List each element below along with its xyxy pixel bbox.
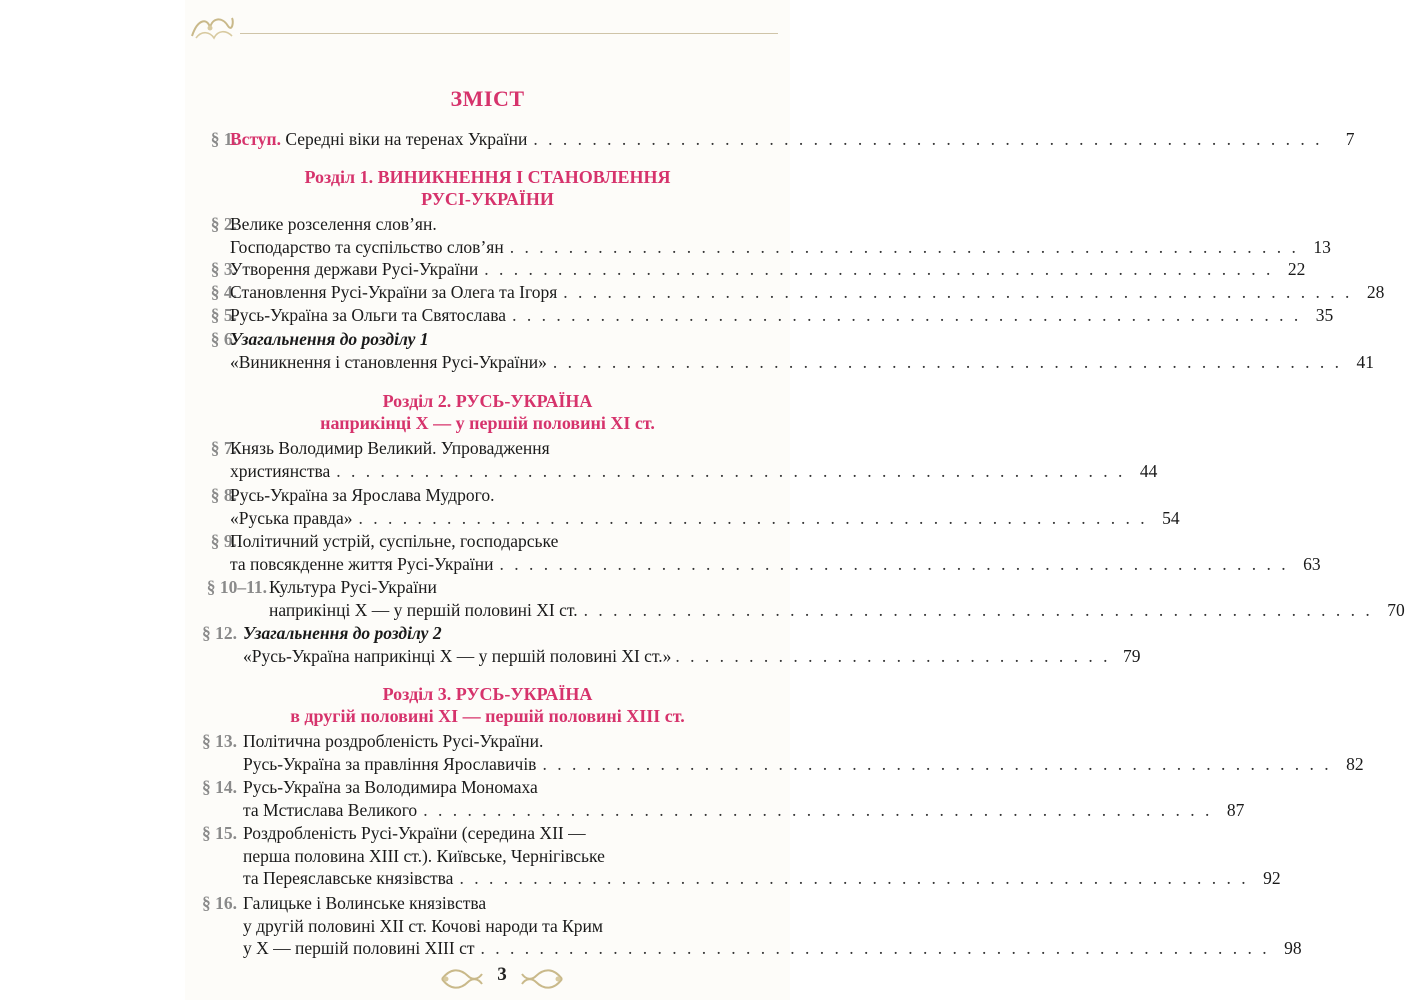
toc-entry-16[interactable] (185, 892, 1302, 960)
toc-entry-text: Князь Володимир Великий. Упровадження (230, 438, 550, 458)
section-heading-2: Розділ 2. РУСЬ-УКРАЇНА наприкінці Х — у першій половині ХІ ст. (320, 391, 655, 433)
toc-entry-text: Роздробленість Русі-України (середина ХІІ — (243, 823, 586, 843)
toc-entry-5[interactable] (185, 304, 1334, 327)
dot-leader: . . . . . . . . . . . . . . . . . . . . . . . . . . . . . . . . . . . . . . . . . . . . . . . . . . . . . . (563, 282, 1353, 302)
toc-entry-text: Середні віки на теренах України (285, 129, 528, 149)
toc-entry-text: Культура Русі-України (269, 577, 437, 597)
intro-label: Вступ. (230, 129, 282, 149)
toc-entry-4[interactable] (185, 281, 1385, 304)
toc-entry-number: § 8. (210, 485, 237, 505)
page-title: ЗМІСТ (450, 86, 525, 111)
dot-leader: . . . . . . . . . . . . . . . . . . . . . . . . . . . . . . . . . . . . . . . . . . . . . . . . . . . . . . (512, 305, 1302, 325)
toc-entry-text: «Виникнення і становлення Русі-України» (230, 351, 547, 372)
toc-entry-9[interactable] (185, 530, 1321, 575)
toc-entry-text: та Мстислава Великого (243, 799, 418, 820)
toc-entry-7[interactable] (185, 437, 1158, 482)
toc-entry-page: 79 (1123, 645, 1141, 666)
toc-entry-1[interactable] (185, 128, 1355, 151)
toc-entry-page: 44 (1139, 460, 1158, 481)
toc-entry-15[interactable] (185, 822, 1281, 890)
page-number: 3 (497, 964, 507, 985)
toc-entry-text: перша половина ХІІІ ст.). Київське, Чернігівське (243, 845, 605, 866)
dot-leader: . . . . . . . . . . . . . . . . . . . . . . . . . . . . . . . . . . . . . . . . . . . . . . . . . . . . . . (358, 507, 1148, 528)
toc-entry-text: Узагальнення до розділу 2 (243, 623, 442, 643)
toc-entry-text: Господарство та суспільство слов’ян (230, 236, 504, 257)
toc-entry-page: 98 (1284, 938, 1302, 958)
toc-entry-page: 7 (1345, 129, 1355, 149)
toc-entry-number: § 3. (210, 259, 237, 279)
toc-entry-text: Утворення держави Русі-України (230, 259, 479, 279)
toc-entry-number: § 7. (210, 438, 237, 458)
toc-entry-text: наприкінці Х — у першій половині ХІ ст. (269, 599, 578, 620)
dot-leader: . . . . . . . . . . . . . . . . . . . . . . . . . . . . . . . . . . . . . . . . . . . . . . . . . . . . . . (336, 460, 1126, 481)
dot-leader: . . . . . . . . . . . . . . . . . . . . . . . . . . . . . . . . . . . . . . . . . . . . . . . . . . . . . . (423, 799, 1213, 820)
toc-entry-number: § 16. (202, 893, 237, 913)
toc-entry-6[interactable] (185, 328, 1375, 373)
toc-entry-number: § 6. (210, 329, 237, 349)
toc-entry-number: § 5. (210, 305, 237, 325)
toc-entry-2[interactable] (185, 213, 1331, 258)
toc-entry-number: § 15. (202, 823, 237, 843)
toc-entry-page: 82 (1346, 753, 1364, 774)
toc-entry-page: 28 (1366, 282, 1385, 302)
section-heading-1: Розділ 1. ВИНИКНЕННЯ І СТАНОВЛЕННЯ РУСІ-УКРАЇНИ (304, 167, 671, 209)
dot-leader: . . . . . . . . . . . . . . . . . . . . . . . . . . . . . . . . . . . . . . . . . . . . . . . . . . . . . . (509, 236, 1299, 257)
toc-entry-text: та Переяславське князівства (243, 868, 454, 888)
toc-entry-text: Русь-Україна за Ольги та Святослава (230, 305, 507, 325)
toc-entry-number: § 1. (210, 129, 237, 149)
toc-entry-text: Русь-Україна за Ярослава Мудрого. (230, 485, 495, 505)
toc-entry-page: 92 (1263, 868, 1281, 888)
toc-entry-3[interactable] (185, 258, 1306, 281)
toc-entry-10-11[interactable] (185, 576, 1405, 621)
toc-entry-text: Політичний устрій, суспільне, господарське (230, 531, 559, 551)
dot-leader: . . . . . . . . . . . . . . . . . . . . . . . . . . . . . . . . . . . . . . . . . . . . . . . . . . . . . . (542, 753, 1332, 774)
dot-leader: . . . . . . . . . . . . . . . . . . . . . . . . . . . . . . . . . . . . . . . . . . . . . . . . . . . . . . (459, 868, 1249, 888)
corner-ornament-icon (188, 12, 236, 42)
toc-entry-text: «Русь-Україна наприкінці Х — у першій половині ХІ ст.» (243, 645, 672, 666)
dot-leader: . . . . . . . . . . . . . . . . . . . . . . . . . . . . . . . . . . . . . . . . . . . . . . . . . . . . . . (499, 553, 1289, 574)
toc-entry-number: § 13. (202, 731, 237, 751)
dot-leader: . . . . . . . . . . . . . . . . . . . . . . . . . . . . . . . . . . . . . . . . . . . . . . . . . . . . . . (480, 938, 1270, 958)
toc-entry-page: 54 (1162, 507, 1180, 528)
dot-leader: . . . . . . . . . . . . . . . . . . . . . . . . . . . . . . . . . . . . . . . . . . . . . . . . . . . . . . (552, 351, 1343, 372)
toc-entry-13[interactable] (185, 730, 1364, 775)
dot-leader: . . . . . . . . . . . . . . . . . . . . . . . . . . . . . . . . . . . . . . . . . . . . . . . . . . . . . . (583, 599, 1373, 620)
toc-entry-page: 22 (1287, 259, 1306, 279)
toc-entry-number: § 4. (210, 282, 237, 302)
toc-entry-text: Політична роздробленість Русі-України. (243, 731, 544, 751)
toc-entry-number: § 12. (202, 623, 237, 643)
toc-entry-number: § 10–11. (206, 577, 267, 597)
toc-entry-number: § 9. (210, 531, 237, 551)
toc-entry-text: Русь-Україна за Володимира Мономаха (243, 777, 538, 797)
toc-entry-text: Галицьке і Волинське князівства (243, 893, 487, 913)
toc-entry-page: 13 (1313, 236, 1331, 257)
dot-leader: . . . . . . . . . . . . . . . . . . . . . . . . . . . . . . . . . . . . . . . . . . . . . . . . . . . . . . (484, 259, 1274, 279)
toc-entry-page: 70 (1387, 599, 1405, 620)
toc-entry-text: Становлення Русі-України за Олега та Ігоря (230, 282, 558, 302)
toc-entry-number: § 2. (210, 214, 237, 234)
toc-entry-8[interactable] (185, 484, 1180, 529)
toc-entry-page: 35 (1315, 305, 1334, 325)
toc-entry-page: 63 (1303, 553, 1321, 574)
toc-entry-text: Русь-Україна за правління Ярославичів (243, 753, 537, 774)
toc-entry-12[interactable] (185, 622, 1141, 667)
toc-entry-text: Велике розселення слов’ян. (230, 214, 437, 234)
toc-entry-text: та повсякденне життя Русі-України (230, 553, 494, 574)
header-rule (240, 33, 778, 34)
toc-entry-page: 41 (1356, 351, 1375, 372)
toc-entry-14[interactable] (185, 776, 1245, 821)
toc-entry-text: Узагальнення до розділу 1 (230, 329, 429, 349)
toc-entry-text: «Руська правда» (230, 507, 353, 528)
section-heading-3: Розділ 3. РУСЬ-УКРАЇНА в другій половині ХІ — першій половині ХІІІ ст. (290, 684, 685, 726)
toc-entry-text: у другій половині ХІІ ст. Кочові народи та Крим (243, 915, 603, 936)
toc-entry-text: християнства (230, 460, 331, 481)
dot-leader: . . . . . . . . . . . . . . . . . . . . . . . . . . . . . . (675, 645, 1111, 666)
toc-entry-text: у Х — першій половині ХІІІ ст (243, 938, 475, 958)
toc-entry-number: § 14. (202, 777, 237, 797)
dot-leader: . . . . . . . . . . . . . . . . . . . . . . . . . . . . . . . . . . . . . . . . . . . . . . . . . . . . . . (533, 129, 1323, 149)
toc-entry-page: 87 (1226, 799, 1245, 820)
